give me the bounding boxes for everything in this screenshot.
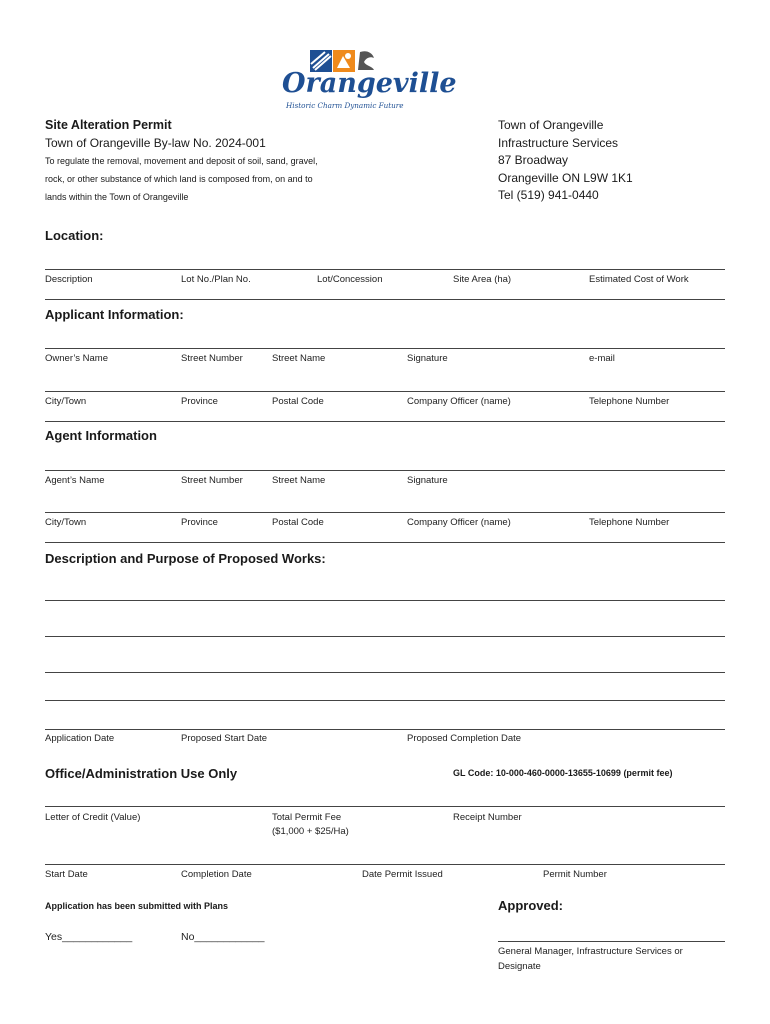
date-permit-issued-label: Date Permit Issued <box>362 869 443 880</box>
works-heading: Description and Purpose of Proposed Works: <box>45 551 326 566</box>
owner-province-label: Province <box>181 396 218 407</box>
lot-concession-label: Lot/Concession <box>317 274 383 285</box>
location-input-line[interactable] <box>45 269 725 270</box>
letter-of-credit-label: Letter of Credit (Value) <box>45 812 141 823</box>
office-heading: Office/Administration Use Only <box>45 766 238 781</box>
works-line-4[interactable] <box>45 700 725 701</box>
address-line-1: Town of Orangeville <box>498 118 604 132</box>
purpose-line-3: lands within the Town of Orangeville <box>45 192 189 202</box>
completion-date-label: Completion Date <box>181 869 252 880</box>
owner-name-label: Owner’s Name <box>45 353 109 364</box>
purpose-line-1: To regulate the removal, movement and deposit of soil, sand, gravel, <box>45 156 318 166</box>
site-area-label: Site Area (ha) <box>453 274 512 285</box>
town-address <box>498 117 633 205</box>
receipt-number-label: Receipt Number <box>453 812 522 823</box>
address-line-3: 87 Broadway <box>498 153 569 167</box>
agent-company-officer-label: Company Officer (name) <box>407 517 511 528</box>
owner-street-name-label: Street Name <box>272 353 326 364</box>
applicant-heading: Applicant Information: <box>45 307 184 322</box>
office-row1-line[interactable] <box>45 806 725 807</box>
proposed-completion-date-label: Proposed Completion Date <box>407 733 522 744</box>
logo-wordmark: Orangeville <box>282 68 457 99</box>
location-heading: Location: <box>45 228 104 243</box>
applicant-row2-line[interactable] <box>45 391 725 392</box>
logo-tagline: Historic Charm Dynamic Future <box>286 101 404 110</box>
permit-number-label: Permit Number <box>543 869 607 880</box>
form-title: Site Alteration Permit <box>45 118 172 132</box>
purpose-line-2: rock, or other substance of which land is composed from, on and to <box>45 174 313 184</box>
office-row2-line[interactable] <box>45 864 725 865</box>
applicant-row1-line[interactable] <box>45 348 725 349</box>
owner-signature-label: Signature <box>407 353 448 364</box>
works-line-1[interactable] <box>45 600 725 601</box>
divider <box>45 421 725 422</box>
agent-city-label: City/Town <box>45 517 87 528</box>
approver-title-line-2: Designate <box>498 961 541 972</box>
divider <box>45 542 725 543</box>
plans-note: Application has been submitted with Plans <box>45 901 229 911</box>
agent-postal-code-label: Postal Code <box>272 517 324 528</box>
owner-company-officer-label: Company Officer (name) <box>407 396 511 407</box>
address-line-4: Orangeville ON L9W 1K1 <box>498 170 633 185</box>
proposed-start-date-label: Proposed Start Date <box>181 733 268 744</box>
agent-signature-label: Signature <box>407 475 448 486</box>
lot-plan-label: Lot No./Plan No. <box>181 274 251 285</box>
approved-heading: Approved: <box>498 898 563 913</box>
agent-heading: Agent Information <box>45 428 157 443</box>
agent-telephone-label: Telephone Number <box>589 517 670 528</box>
address-line-2: Infrastructure Services <box>498 135 619 150</box>
works-line-2[interactable] <box>45 636 725 637</box>
logo-graphic <box>280 48 457 114</box>
plans-yes-field[interactable]: Yes____________ <box>45 931 133 943</box>
application-date-label: Application Date <box>45 733 115 744</box>
dates-input-line[interactable] <box>45 729 725 730</box>
location-description-label: Description <box>45 274 93 285</box>
approver-title-line-1: General Manager, Infrastructure Services or <box>498 946 683 957</box>
gl-code: GL Code: 10-000-460-0000-13655-10699 (permit fee) <box>453 768 673 778</box>
start-date-label: Start Date <box>45 869 88 880</box>
bylaw-number: Town of Orangeville By-law No. 2024-001 <box>45 136 266 150</box>
agent-street-name-label: Street Name <box>272 475 326 486</box>
estimated-cost-label: Estimated Cost of Work <box>589 274 689 285</box>
orangeville-logo <box>280 48 457 114</box>
works-line-3[interactable] <box>45 672 725 673</box>
owner-telephone-label: Telephone Number <box>589 396 670 407</box>
total-permit-fee-label: Total Permit Fee <box>272 812 342 823</box>
owner-street-number-label: Street Number <box>181 353 243 364</box>
agent-street-number-label: Street Number <box>181 475 243 486</box>
agent-row1-line[interactable] <box>45 470 725 471</box>
owner-postal-code-label: Postal Code <box>272 396 324 407</box>
owner-city-label: City/Town <box>45 396 87 407</box>
owner-email-label: e-mail <box>589 353 615 364</box>
agent-name-label: Agent’s Name <box>45 475 105 486</box>
approval-signature-line[interactable] <box>498 941 725 942</box>
agent-province-label: Province <box>181 517 218 528</box>
address-line-5: Tel (519) 941-0440 <box>498 188 599 202</box>
total-permit-fee-formula: ($1,000 + $25/Ha) <box>272 826 349 837</box>
agent-row2-line[interactable] <box>45 512 725 513</box>
divider <box>45 299 725 300</box>
plans-no-field[interactable]: No____________ <box>181 931 265 943</box>
